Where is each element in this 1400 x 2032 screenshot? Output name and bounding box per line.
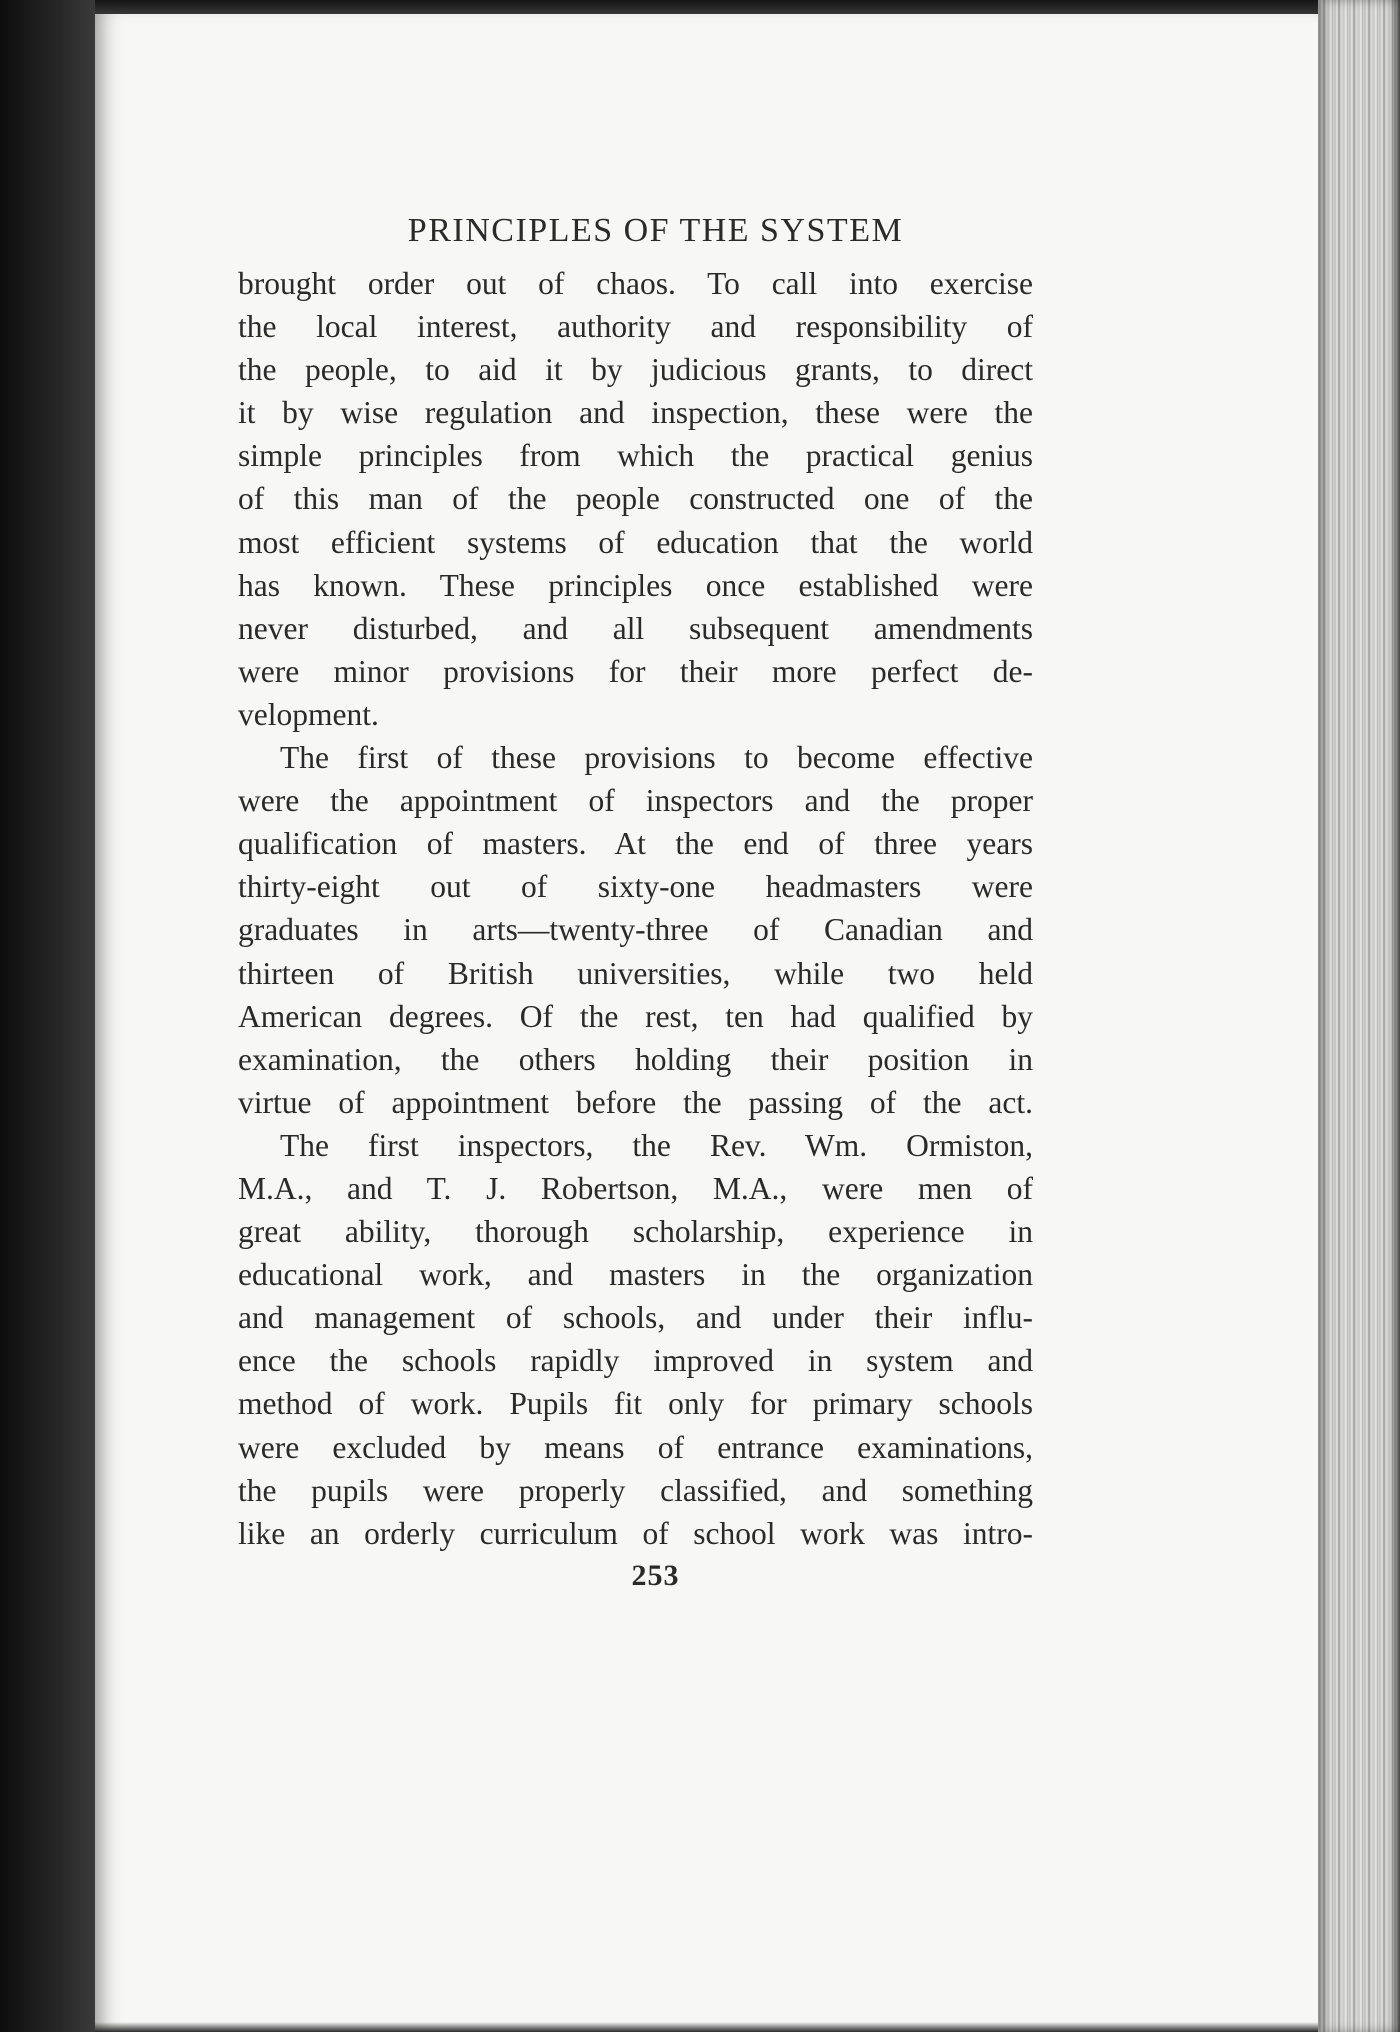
stacked-page-edges [1318,0,1400,2032]
text-line: M.A., and T. J. Robertson, M.A., were men of [238,1170,1033,1206]
text-line: American degrees. Of the rest, ten had qualified by [238,998,1033,1034]
paragraph-2 [238,736,1033,1124]
text-line: were excluded by means of entrance examinations, [238,1429,1033,1465]
text-line: simple principles from which the practical genius [238,438,1033,474]
text-line: were the appointment of inspectors and the proper [238,783,1033,819]
text-line: method of work. Pupils fit only for primary schools [238,1386,1033,1422]
page-number: 253 [631,1558,680,1592]
running-head: PRINCIPLES OF THE SYSTEM [407,212,904,249]
text-line: The first of these provisions to become effective [280,740,1033,776]
text-line: qualification of masters. At the end of three years [238,826,1033,862]
text-line: has known. These principles once established were [238,567,1033,603]
text-line: thirty-eight out of sixty-one headmasters were [238,869,1033,905]
paragraph-3 [238,1124,1033,1555]
text-line: and management of schools, and under their influ- [238,1300,1033,1336]
text-line: examination, the others holding their position in [238,1041,1033,1077]
text-line: like an orderly curriculum of school work was intro- [238,1515,1033,1551]
text-line: brought order out of chaos. To call into exercise [238,266,1033,301]
text-line: of this man of the people constructed one of the [238,481,1033,517]
paragraph-1 [238,262,1033,736]
text-line: graduates in arts—twenty-three of Canadian and [238,912,1033,948]
text-line: the pupils were properly classified, and something [238,1472,1033,1508]
text-line: it by wise regulation and inspection, these were the [238,395,1033,431]
left-binding-shadow [0,0,95,2032]
text-line: the people, to aid it by judicious grants, to direct [238,352,1033,388]
bottom-edge-shadow [95,2022,1320,2032]
text-line: most efficient systems of education that the world [238,524,1033,560]
text-line: educational work, and masters in the organization [238,1257,1033,1293]
text-line: great ability, thorough scholarship, experience in [238,1214,1033,1250]
text-line: virtue of appointment before the passing of the act. [238,1084,1033,1120]
text-line: the local interest, authority and responsibility of [238,309,1033,345]
page-text-block [238,200,1033,1593]
text-line: velopment. [238,696,379,732]
text-line: thirteen of British universities, while two held [238,955,1033,991]
text-line: The first inspectors, the Rev. Wm. Ormiston, [280,1127,1033,1163]
text-line: ence the schools rapidly improved in system and [238,1343,1033,1379]
text-line: never disturbed, and all subsequent amendments [238,610,1033,646]
text-line: were minor provisions for their more perfect de- [238,653,1033,689]
